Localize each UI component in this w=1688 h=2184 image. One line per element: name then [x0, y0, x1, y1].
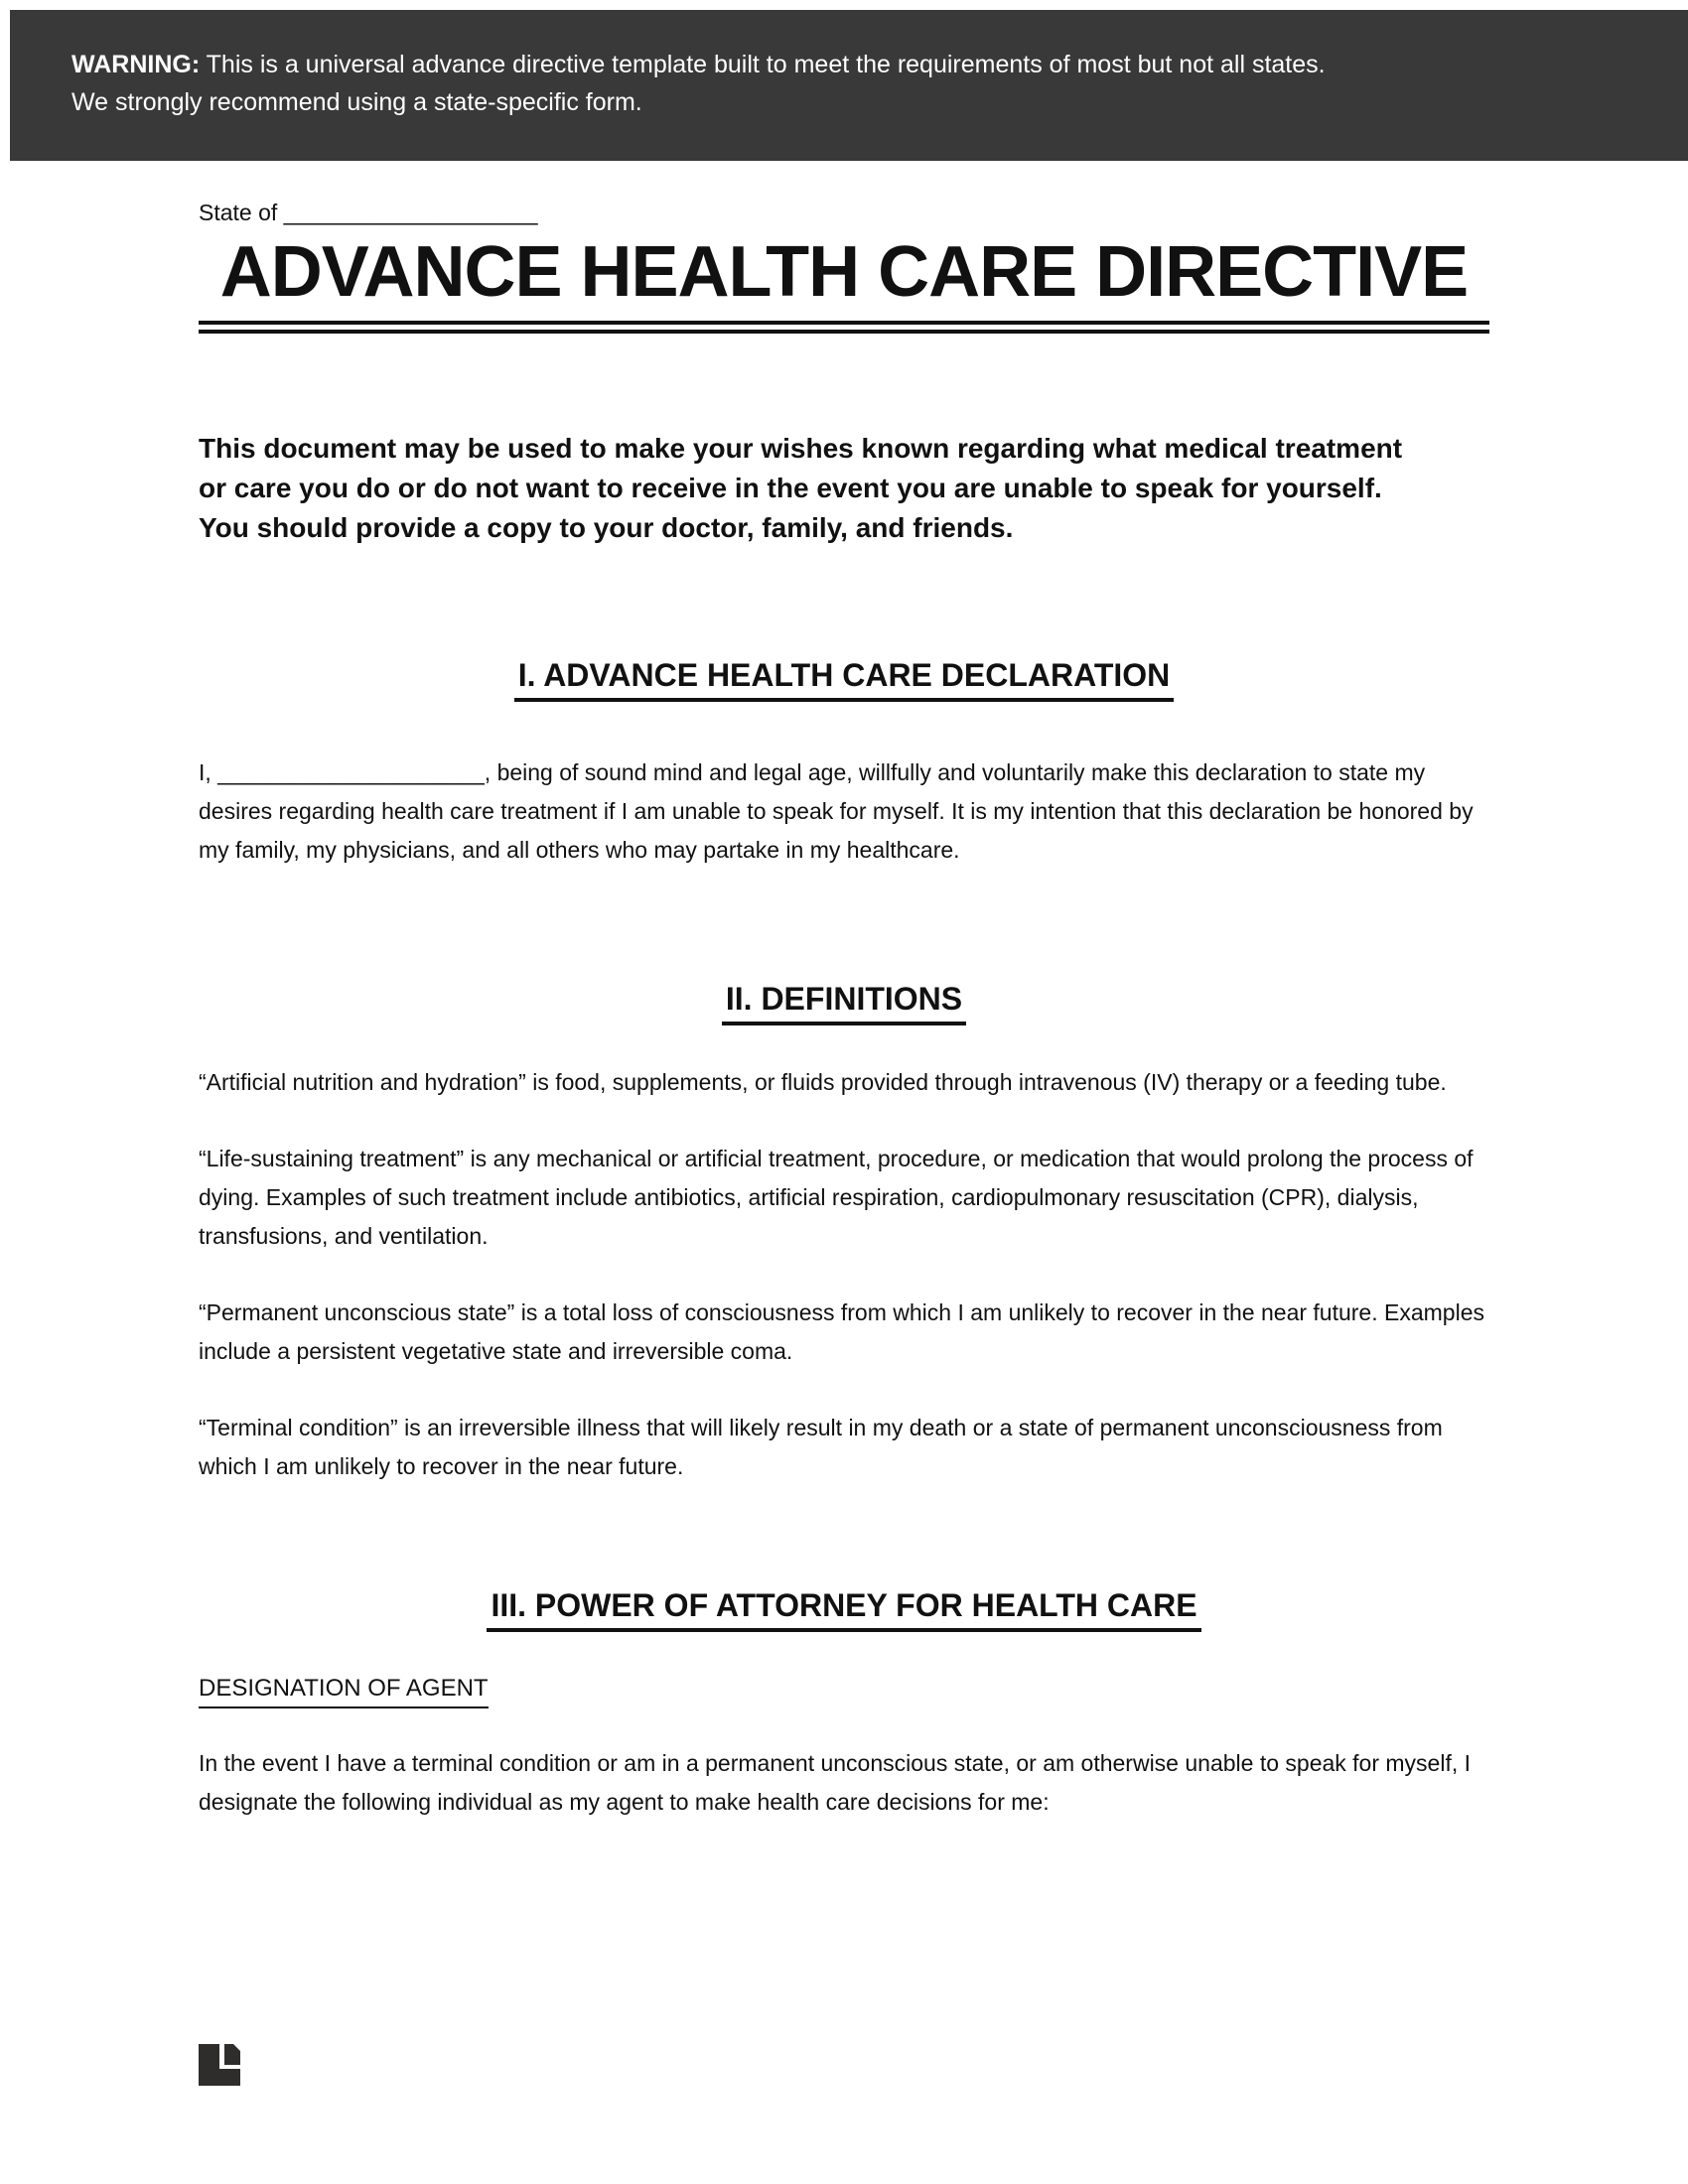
section-heading-declaration: [199, 655, 1489, 702]
section-heading-power-of-attorney: [199, 1585, 1489, 1632]
warning-banner: [10, 10, 1688, 161]
declaration-paragraph: I, _____________________, being of sound mind and legal age, willfully and voluntarily make this declaration to state my desires regarding health care treatment if I am unable to speak for myself. It is my intention that this declaration be honored by my family, my physicians, and all others who may partake in my healthcare.: [199, 758, 1474, 863]
section-heading-power-of-attorney-text: III. POWER OF ATTORNEY FOR HEALTH CARE: [487, 1585, 1200, 1632]
section-heading-declaration-text: I. ADVANCE HEALTH CARE DECLARATION: [514, 655, 1175, 702]
warning-body: This is a universal advance directive template built to meet the requirements of most but not all states. We strongly recommend using a state-specific form.: [71, 51, 1326, 116]
document-title: ADVANCE HEALTH CARE DIRECTIVE: [199, 232, 1489, 334]
designation-of-agent-subheading: [199, 1674, 1489, 1708]
definition-artificial-nutrition: “Artificial nutrition and hydration” is food, supplements, or fluids provided through intravenous (IV) therapy or a feeding tube.: [199, 1068, 1447, 1095]
document-body: [199, 161, 1489, 1822]
designation-of-agent-text: DESIGNATION OF AGENT: [199, 1674, 489, 1708]
state-of-line: State of ____________________: [199, 200, 538, 225]
section-heading-definitions-text: II. DEFINITIONS: [722, 979, 966, 1025]
definition-permanent-unconscious-state: “Permanent unconscious state” is a total loss of consciousness from which I am unlikely to recover in the near future. Examples include a persistent vegetative state and irreversible coma.: [199, 1298, 1484, 1364]
warning-label: WARNING:: [71, 51, 201, 78]
section-heading-definitions: [199, 979, 1489, 1025]
agent-designation-paragraph: In the event I have a terminal condition or am in a permanent unconscious state, or am otherwise unable to speak for myself, I designate the following individual as my agent to make health care decisions for me:: [199, 1749, 1472, 1815]
definition-terminal-condition: “Terminal condition” is an irreversible illness that will likely result in my death or a state of permanent unconsciousness from which I am unlikely to recover in the near future.: [199, 1414, 1443, 1479]
warning-text: [71, 46, 1357, 121]
intro-paragraph: This document may be used to make your wishes known regarding what medical treatment or care you do or do not want to receive in the event you are unable to speak for yourself. You should provide a copy to your doctor, family, and friends.: [199, 432, 1403, 543]
definition-life-sustaining-treatment: “Life-sustaining treatment” is any mechanical or artificial treatment, procedure, or medication that would prolong the process of dying. Examples of such treatment include antibiotics, artificial respiration, cardiopulmonary resuscitation (CPR), dialysis, transfusions, and ventilation.: [199, 1145, 1474, 1249]
legal-templates-logo-icon: [199, 2044, 240, 2086]
